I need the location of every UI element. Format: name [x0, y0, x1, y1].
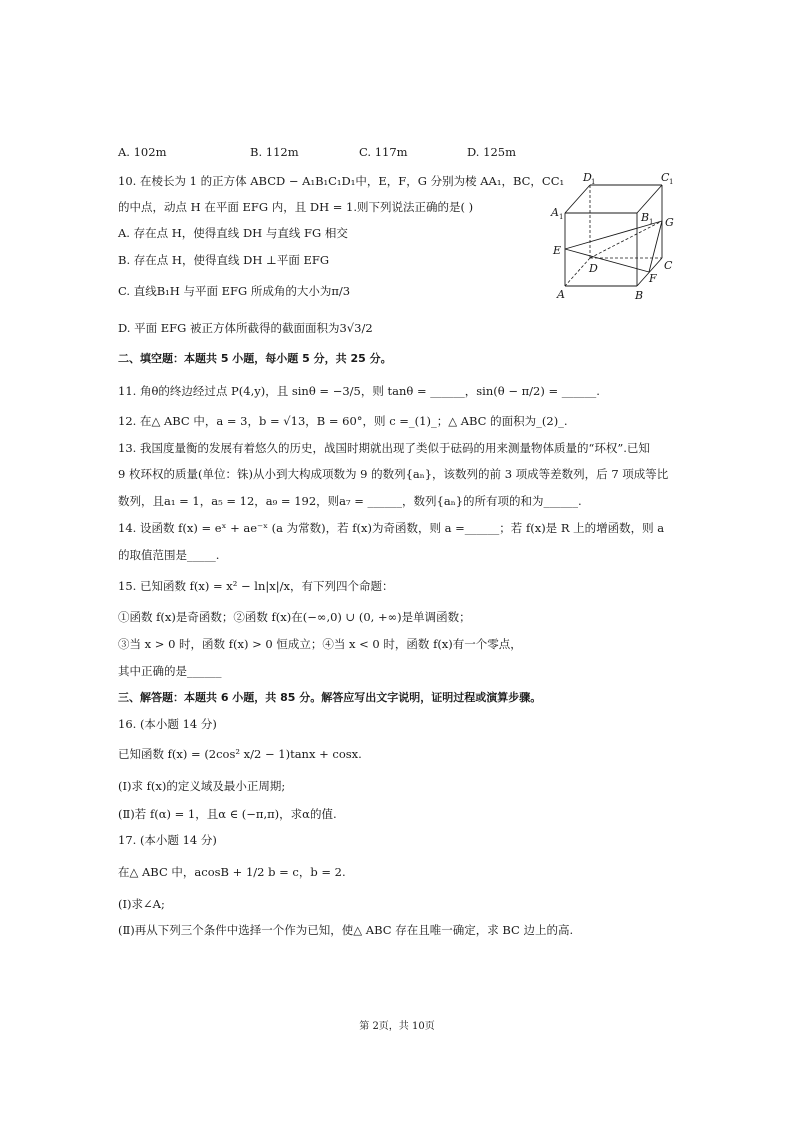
option-d: D. 125m: [467, 145, 516, 159]
q11: 11. 角θ的终边经过点 P(4,y)，且 sinθ = −3/5，则 tanθ = ______，sin(θ − π/2) = ______.: [118, 384, 600, 398]
label-f: F: [649, 272, 657, 285]
q16-head: 16. (本小题 14 分): [118, 717, 217, 731]
label-e: E: [553, 244, 562, 257]
label-c: C: [664, 259, 673, 272]
label-a: A: [557, 288, 565, 301]
cube-figure: [545, 168, 685, 310]
q16-stem: 已知函数 f(x) = (2cos² x/2 − 1)tanx + cosx.: [118, 747, 362, 761]
q10-option-b: B. 存在点 H，使得直线 DH ⊥平面 EFG: [118, 253, 330, 267]
q10-line2: 的中点，动点 H 在平面 EFG 内，且 DH = 1.则下列说法正确的是( ): [118, 200, 474, 214]
label-c1: C: [661, 171, 670, 184]
q13-line3: 数列，且a₁ = 1，a₅ = 12，a₉ = 192，则a₇ = ______，数列{aₙ}的所有项的和为______.: [118, 494, 582, 508]
option-a: A. 102m: [118, 145, 167, 159]
page-footer: 第 2页，共 10页: [359, 1021, 435, 1032]
section3-heading: 三、解答题：本题共 6 小题，共 85 分。解答应写出文字说明，证明过程或演算步骤。: [118, 691, 542, 704]
q14-line1: 14. 设函数 f(x) = eˣ + ae⁻ˣ (a 为常数)，若 f(x)为奇函数，则 a =______；若 f(x)是 R 上的增函数，则 a: [118, 521, 665, 535]
q15-line3: ③当 x > 0 时，函数 f(x) > 0 恒成立；④当 x < 0 时，函数 f(x)有一个零点，: [118, 637, 522, 651]
section2-heading: 二、填空题：本题共 5 小题，每小题 5 分，共 25 分。: [118, 352, 392, 365]
label-a1: A: [551, 206, 559, 219]
q15-line4: 其中正确的是______: [118, 664, 222, 678]
q10-line1: 10. 在棱长为 1 的正方体 ABCD − A₁B₁C₁D₁中，E，F，G 分别为棱 AA₁，BC，CC₁: [118, 174, 565, 188]
svg-text:1: 1: [591, 178, 596, 186]
q14-line2: 的取值范围是_____.: [118, 548, 220, 562]
q17-head: 17. (本小题 14 分): [118, 833, 217, 847]
label-b1: B: [641, 211, 650, 224]
q16-part2: (Ⅱ)若 f(α) = 1，且α ∈ (−π,π)，求α的值.: [118, 807, 337, 821]
q17-part2: (Ⅱ)再从下列三个条件中选择一个作为已知，使△ ABC 存在且唯一确定，求 BC 边上的高.: [118, 923, 574, 937]
q16-part1: (Ⅰ)求 f(x)的定义域及最小正周期;: [118, 779, 286, 793]
q13-line1: 13. 我国度量衡的发展有着悠久的历史，战国时期就出现了类似于砝码的用来测量物体质量的“环权”.已知: [118, 441, 650, 455]
q10-option-d: D. 平面 EFG 被正方体所截得的截面面积为3√3/2: [118, 321, 373, 335]
svg-text:1: 1: [649, 218, 654, 226]
q15-line1: 15. 已知函数 f(x) = x² − ln|x|/x，有下列四个命题：: [118, 579, 394, 593]
q17-stem: 在△ ABC 中，acosB + 1/2 b = c，b = 2.: [118, 865, 346, 879]
option-c: C. 117m: [359, 145, 408, 159]
q15-line2: ①函数 f(x)是奇函数；②函数 f(x)在(−∞,0) ∪ (0, +∞)是单调函数；: [118, 610, 471, 624]
q10-option-a: A. 存在点 H，使得直线 DH 与直线 FG 相交: [118, 226, 348, 240]
svg-text:1: 1: [669, 178, 674, 186]
q12: 12. 在△ ABC 中，a = 3，b = √13，B = 60°，则 c =_(1)_；△ ABC 的面积为_(2)_.: [118, 414, 568, 428]
label-g: G: [665, 216, 674, 229]
q17-part1: (Ⅰ)求∠A;: [118, 897, 165, 911]
option-b: B. 112m: [250, 145, 299, 159]
q10-option-c: C. 直线B₁H 与平面 EFG 所成角的大小为π/3: [118, 284, 351, 298]
label-d1: D: [583, 171, 592, 184]
label-b: B: [635, 289, 644, 302]
label-d: D: [589, 262, 598, 275]
q13-line2: 9 枚环权的质量(单位：铢)从小到大构成项数为 9 的数列{aₙ}，该数列的前 3 项成等差数列，后 7 项成等比: [118, 467, 669, 481]
svg-text:1: 1: [559, 213, 564, 221]
